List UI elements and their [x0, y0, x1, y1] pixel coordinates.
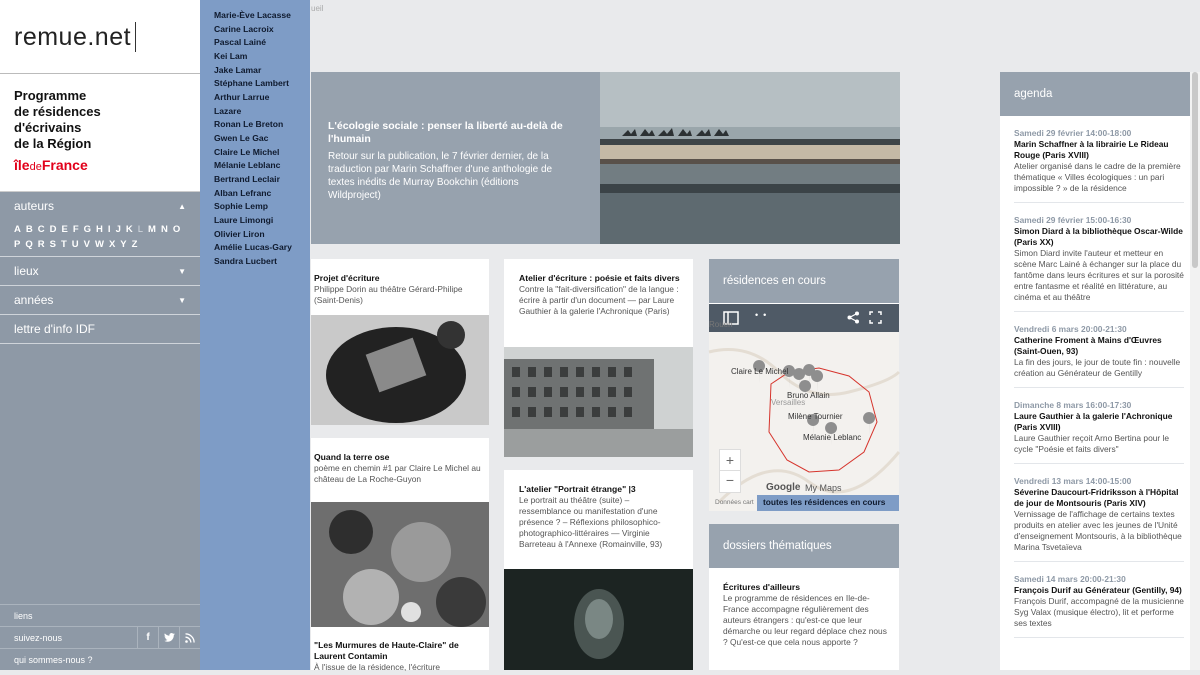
residences-header[interactable]: résidences en cours [709, 259, 899, 303]
author-link[interactable]: Gwen Le Gac [214, 132, 269, 143]
author-link[interactable]: Pascal Lainé [214, 37, 267, 48]
divider [1014, 561, 1184, 562]
card-image[interactable] [504, 347, 693, 457]
sidebar-footer [0, 604, 200, 670]
my-maps-logo: My Maps [805, 483, 842, 493]
agenda-list [1000, 128, 1190, 638]
agenda-event[interactable] [1000, 324, 1190, 379]
breadcrumb[interactable]: ueil [311, 4, 324, 13]
author-link[interactable]: Carine Lacroix [214, 23, 274, 34]
divider [1014, 387, 1184, 388]
newsletter-label: lettre d'info IDF [14, 322, 95, 336]
event-description: Vernissage de l'affichage de certains textes produits en atelier avec les jeunes de l'Unité d'enseignement Montsouris, à la bibliothèque Marina Tsvetaïeva [1014, 509, 1182, 552]
all-residences-button[interactable]: toutes les résidences en cours [757, 495, 899, 511]
newsletter-section [0, 315, 200, 344]
card-title[interactable]: L'atelier "Portrait étrange" |3 [519, 484, 636, 494]
card-title[interactable]: Quand la terre ose [314, 452, 390, 462]
event-date: Vendredi 13 mars 14:00-15:00 [1014, 476, 1132, 486]
event-date: Samedi 14 mars 20:00-21:30 [1014, 574, 1126, 584]
author-link[interactable]: Claire Le Michel [214, 146, 280, 157]
logo-box [0, 0, 200, 74]
follow-label: suivez-nous [14, 632, 63, 643]
map-label: Claire Le Michel [731, 367, 789, 376]
card-murmures[interactable] [311, 630, 489, 670]
alphabet-letter[interactable]: P [14, 239, 21, 250]
hero-text [328, 120, 574, 202]
hero-title[interactable]: L'écologie sociale : penser la liberté au-delà de l'humain [328, 120, 563, 145]
author-link[interactable]: Bertrand Leclair [214, 173, 280, 184]
places-label: lieux [14, 264, 39, 278]
card-projet-ecriture[interactable] [311, 259, 489, 425]
fullscreen-icon[interactable] [869, 311, 882, 324]
hero-feature[interactable] [311, 72, 900, 244]
share-icon[interactable] [847, 311, 860, 324]
alphabet-letter[interactable]: I [107, 224, 111, 235]
places-menu[interactable] [0, 257, 200, 285]
alphabet-index [0, 220, 200, 256]
alphabet-letter[interactable]: A [14, 224, 21, 235]
card-description: Contre la "fait-diversification" de la langue : écrire à partir d'un document — par Laure Gauthier à la galerie l'Achronique (Paris) [519, 284, 679, 316]
facebook-icon[interactable]: f [137, 627, 158, 648]
event-description: François Durif, accompagné de la musicienne Syg Valax (musique électro), lit et performe ses textes [1014, 596, 1184, 628]
newsletter-link[interactable] [0, 315, 200, 343]
map-toolbar [709, 304, 899, 332]
zoom-out-button[interactable]: − [725, 472, 735, 488]
agenda-panel [1000, 72, 1190, 670]
program-title[interactable]: Programme de résidences d'écrivains de la Région [14, 88, 101, 151]
map-dots-icon: • • [755, 310, 767, 320]
years-section [0, 286, 200, 315]
hero-image[interactable] [600, 72, 900, 244]
agenda-event[interactable] [1000, 128, 1190, 194]
author-link[interactable]: Sandra Lucbert [214, 255, 278, 266]
alphabet-letter[interactable]: D [49, 224, 57, 235]
follow-row [0, 626, 200, 648]
author-link[interactable]: Olivier Liron [214, 228, 265, 239]
agenda-event[interactable] [1000, 574, 1190, 629]
authors-section [0, 192, 200, 257]
event-date: Samedi 29 février 15:00-16:30 [1014, 215, 1132, 225]
program-box [0, 74, 200, 192]
card-atelier-poesie[interactable] [504, 259, 693, 457]
alphabet-letter[interactable]: X [108, 239, 116, 250]
google-logo: Google [766, 482, 801, 493]
event-title[interactable]: Laure Gauthier à la galerie l'Achronique (Paris XVIII) [1014, 411, 1173, 432]
dossiers-panel [709, 524, 899, 670]
author-link[interactable]: Arthur Larrue [214, 91, 270, 102]
hero-description: Retour sur la publication, le 7 février dernier, de la traduction par Marin Schaffner d'une anthologie de textes inédits de Murray Bookchin (éditions Wildproject) [328, 151, 553, 201]
author-link[interactable]: Mélanie Leblanc [214, 160, 281, 171]
alphabet-letter[interactable]: G [83, 224, 92, 235]
author-link[interactable]: Amélie Lucas-Gary [214, 242, 292, 253]
alphabet-letter[interactable]: Y [120, 239, 127, 250]
twitter-icon[interactable] [158, 627, 179, 648]
triangle-up-icon: ▲ [178, 201, 186, 211]
alphabet-letter[interactable]: M [148, 224, 156, 235]
sidebar [0, 0, 200, 670]
card-portrait-etrange[interactable] [504, 470, 693, 670]
card-title[interactable]: "Les Murmures de Haute-Claire" de Laurent Contamin [314, 640, 459, 661]
divider [1014, 202, 1184, 203]
about-label: qui sommes-nous ? [14, 654, 93, 665]
divider [1014, 463, 1184, 464]
map-label: Versailles [771, 398, 806, 407]
region-logo-france: France [41, 157, 88, 173]
agenda-event[interactable] [1000, 476, 1190, 553]
dossiers-header[interactable]: dossiers thématiques [709, 524, 899, 568]
alphabet-letter[interactable]: J [115, 224, 121, 235]
event-title[interactable]: Catherine Froment à Mains d'Œuvres (Saint-Ouen, 93) [1014, 335, 1162, 356]
map-label: Bruno Allain [787, 391, 830, 400]
links-link[interactable] [0, 604, 200, 626]
links-label: liens [14, 610, 33, 621]
site-logo[interactable]: remue.net [14, 22, 136, 52]
author-link[interactable]: Marie-Ève Lacasse [214, 10, 291, 20]
authors-dropdown [200, 0, 310, 670]
author-link[interactable]: Alban Lefranc [214, 187, 272, 198]
alphabet-letter[interactable]: Q [25, 239, 33, 250]
map-data-credit: Données cart [715, 499, 754, 506]
years-label: années [14, 293, 54, 307]
event-description: Simon Diard invite l'auteur et metteur en scène Marc Lainé à échanger sur la place du fantôme dans leurs écritures et sur la porosité entre fantasme et réalité en littérature, au cinéma et au théâtre [1014, 248, 1184, 302]
author-link[interactable]: Lazare [214, 105, 242, 116]
alphabet-letter[interactable]: U [71, 239, 79, 250]
alphabet-letter[interactable]: T [60, 239, 67, 250]
agenda-event[interactable] [1000, 215, 1190, 303]
alphabet-letter[interactable]: V [83, 239, 90, 250]
dossier-title[interactable]: Écritures d'ailleurs [723, 582, 801, 592]
map-label: Milène Tournier [788, 412, 843, 421]
alphabet-letter[interactable]: L [137, 224, 144, 235]
map-label: Rouen [709, 320, 733, 329]
card-image[interactable] [311, 315, 489, 425]
alphabet-letter[interactable]: C [37, 224, 45, 235]
alphabet-letter[interactable]: O [172, 224, 181, 235]
places-section [0, 257, 200, 286]
event-date: Samedi 29 février 14:00-18:00 [1014, 128, 1132, 138]
map-label: Mélanie Leblanc [803, 433, 862, 442]
card-image[interactable] [311, 502, 489, 627]
card-image[interactable] [504, 569, 693, 670]
event-title[interactable]: Simon Diard à la bibliothèque Oscar-Wilde (Paris XX) [1014, 226, 1183, 247]
card-title[interactable]: Projet d'écriture [314, 273, 380, 283]
event-title[interactable]: Marin Schaffner à la librairie Le Rideau Rouge (Paris XVIII) [1014, 139, 1169, 160]
residences-panel [709, 259, 899, 511]
event-date: Dimanche 8 mars 16:00-17:30 [1014, 400, 1132, 410]
card-description: Philippe Dorin au théâtre Gérard-Philipe (Saint-Denis) [314, 284, 463, 305]
divider [1014, 637, 1184, 638]
card-description: poème en chemin #1 par Claire Le Michel au château de La Roche-Guyon [314, 463, 481, 484]
agenda-header[interactable]: agenda [1000, 72, 1190, 116]
region-logo-ile: île [14, 157, 30, 173]
event-title[interactable]: François Durif au Générateur (Gentilly, 94) [1014, 585, 1182, 595]
years-menu[interactable] [0, 286, 200, 314]
zoom-in-button[interactable]: + [720, 450, 740, 471]
alphabet-letter[interactable]: K [125, 224, 133, 235]
rss-icon[interactable] [179, 627, 200, 648]
triangle-down-icon: ▼ [178, 295, 186, 305]
alphabet-letter[interactable]: H [96, 224, 103, 235]
agenda-event[interactable] [1000, 400, 1190, 455]
alphabet-letter[interactable]: S [49, 239, 56, 250]
authors-label: auteurs [14, 199, 55, 213]
event-description: Laure Gauthier reçoit Arno Bertina pour le cycle "Poésie et faits divers" [1014, 433, 1170, 454]
alphabet-letter[interactable]: B [25, 224, 33, 235]
residences-map[interactable] [709, 320, 899, 511]
author-link[interactable]: Sophie Lemp [214, 201, 268, 212]
card-description: Le portrait au théâtre (suite) – ressemblance ou manifestation d'une présence ? – Réflexions philosophico-photographico-littéraires — Virginie Barreteau à l'Annexe (Romainville, 93) [519, 495, 663, 549]
alphabet-letter[interactable]: N [160, 224, 168, 235]
event-description: Atelier organisé dans le cadre de la première thématique « Villes écologiques : un pari impossible ? » de la résidence [1014, 161, 1181, 193]
alphabet-letter[interactable]: F [72, 224, 79, 235]
about-link[interactable] [0, 648, 200, 670]
author-link[interactable]: Stéphane Lambert [214, 78, 289, 89]
triangle-down-icon: ▼ [178, 266, 186, 276]
alphabet-letter[interactable]: E [61, 224, 68, 235]
alphabet-letter[interactable]: Z [131, 239, 138, 250]
dossier-description: Le programme de résidences en Ile-de-France accompagne régulièrement des auteurs étrangers : qu'est-ce que leur démarche ou leur regard déplace chez nous ? Qu'est-ce que cela nous apporte ? [723, 593, 887, 647]
author-link[interactable]: Laure Limongi [214, 214, 274, 225]
event-description: La fin des jours, le jour de toute fin : nouvelle création au Générateur de Gentilly [1014, 357, 1181, 378]
scrollbar-thumb[interactable] [1192, 72, 1198, 268]
event-title[interactable]: Séverine Daucourt-Fridriksson à l'Hôpital de jour de Montsouris (Paris XIV) [1014, 487, 1179, 508]
zoom-controls [719, 449, 741, 493]
card-title[interactable]: Atelier d'écriture : poésie et faits divers [519, 273, 680, 283]
card-description: À l'issue de la résidence, l'écriture [314, 662, 441, 672]
social-links [137, 627, 200, 648]
author-link[interactable]: Kei Lam [214, 50, 248, 61]
region-logo[interactable] [14, 157, 200, 173]
region-logo-de: de [29, 161, 42, 173]
alphabet-letter[interactable]: W [94, 239, 104, 250]
scrollbar[interactable] [1190, 72, 1200, 670]
author-link[interactable]: Jake Lamar [214, 64, 262, 75]
author-link[interactable]: Ronan Le Breton [214, 119, 284, 130]
divider [1014, 311, 1184, 312]
event-date: Vendredi 6 mars 20:00-21:30 [1014, 324, 1127, 334]
authors-menu[interactable] [0, 192, 200, 220]
alphabet-letter[interactable]: R [37, 239, 45, 250]
